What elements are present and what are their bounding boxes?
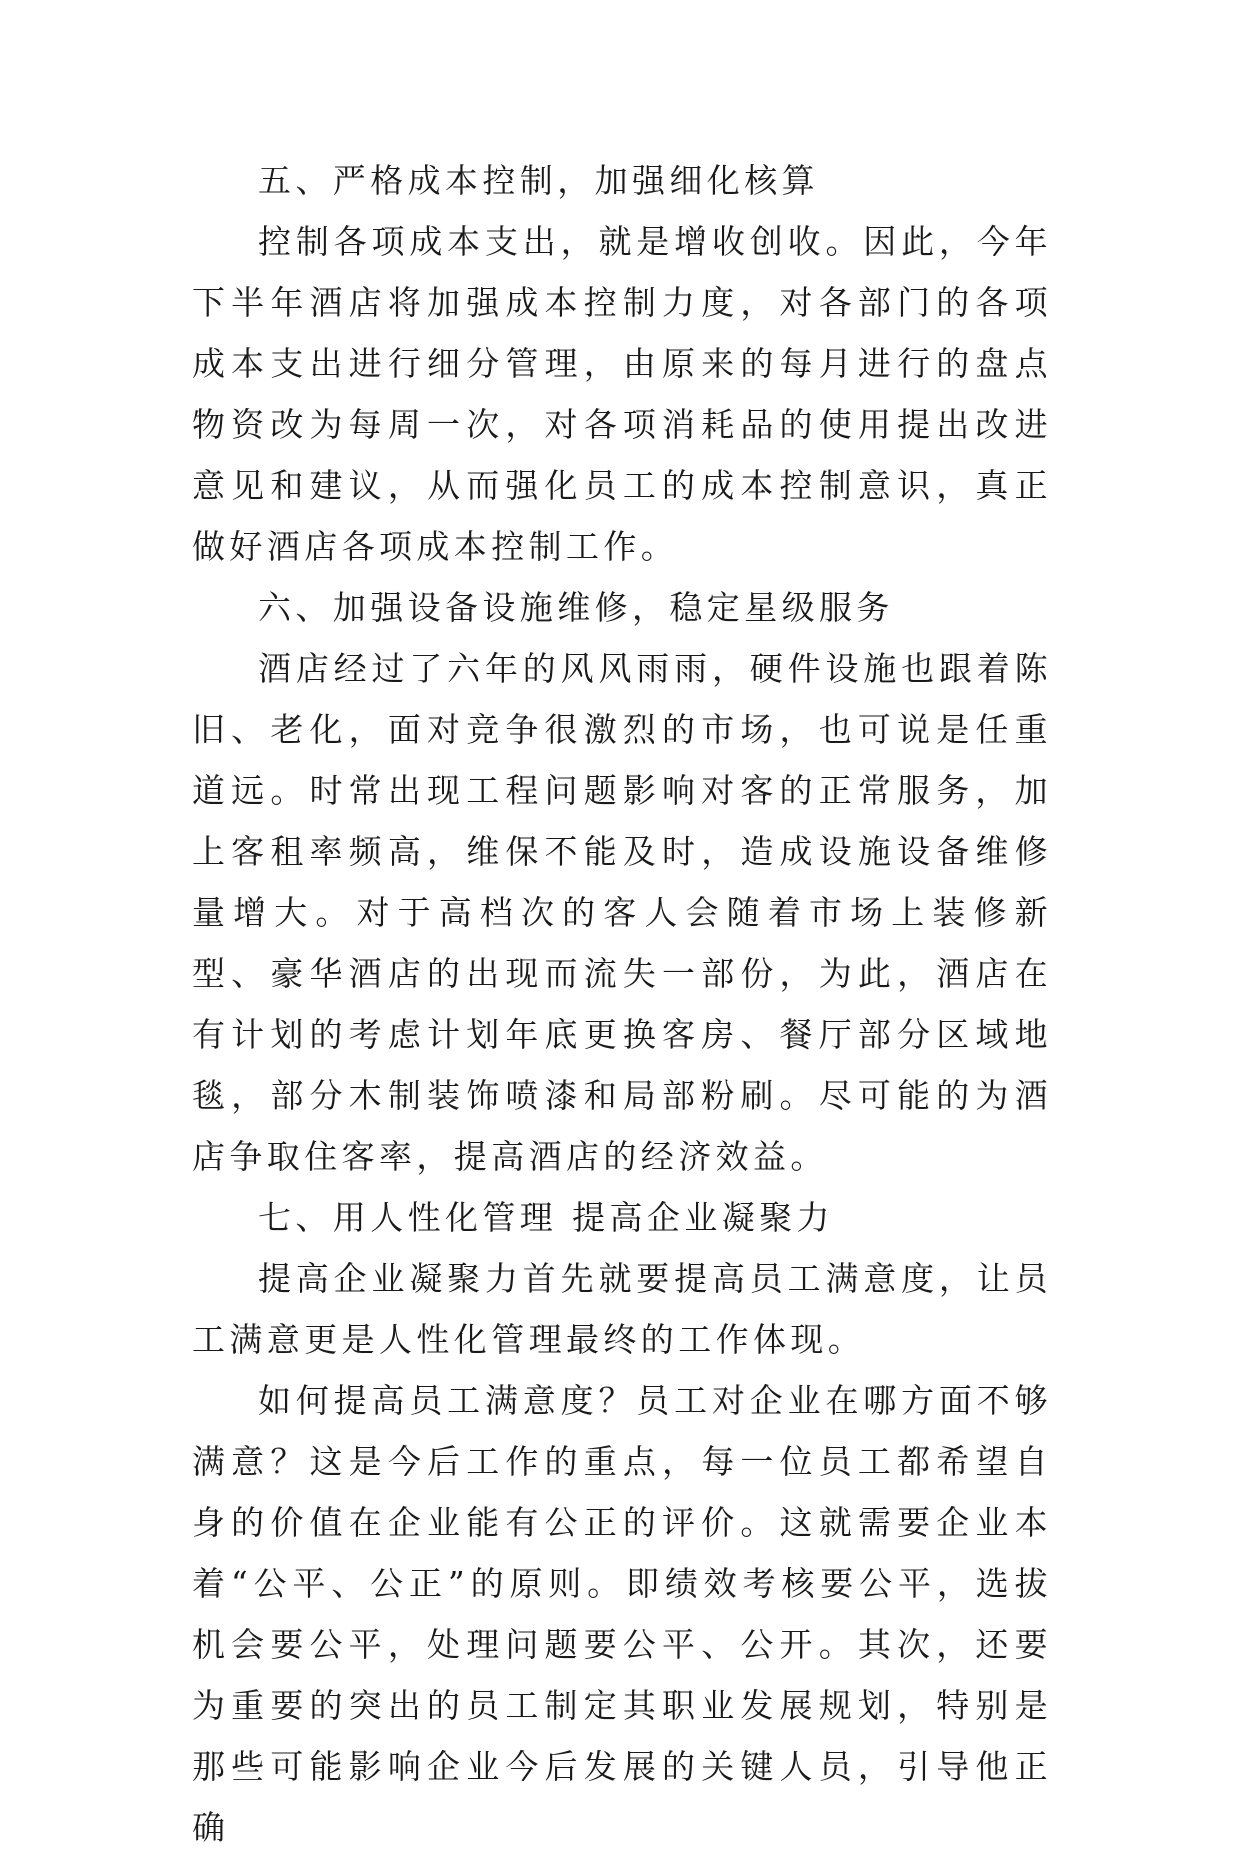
paragraph-cohesion: 提高企业凝聚力首先就要提高员工满意度，让员工满意更是人性化管理最终的工作体现。 (192, 1259, 1052, 1359)
paragraph-facility-maintenance: 酒店经过了六年的风风雨雨，硬件设施也跟着陈旧、老化，面对竞争很激烈的市场，也可说是任重道远。时常出现工程问题影响对客的正常服务，加上客租率频高，维保不能及时，造成设施设备维修量增大。对于高档次的客人会随着市场上装修新型、豪华酒店的出现而流失一部份，为此，酒店在有计划的考虑计划年底更换客房、餐厅部分区域地毯，部分木制装饰喷漆和局部粉刷。尽可能的为酒店争取住客率，提高酒店的经济效益。 (192, 649, 1052, 1176)
section-heading-7: 七、用人性化管理 提高企业凝聚力 (258, 1198, 834, 1237)
section-heading-5: 五、严格成本控制，加强细化核算 (258, 161, 819, 200)
paragraph-employee-satisfaction: 如何提高员工满意度？员工对企业在哪方面不够满意？这是今后工作的重点，每一位员工都希望自身的价值在企业能有公正的评价。这就需要企业本着“公平、公正”的原则。即绩效考核要公平，选拔机会要公平，处理问题要公平、公开。其次，还要为重要的突出的员工制定其职业发展规划，特别是那些可能影响企业今后发展的关键人员，引导他正确 (192, 1381, 1052, 1847)
document-body (192, 150, 1052, 1858)
section-heading-6: 六、加强设备设施维修，稳定星级服务 (258, 588, 894, 627)
paragraph-cost-control: 控制各项成本支出，就是增收创收。因此，今年下半年酒店将加强成本控制力度，对各部门的各项成本支出进行细分管理，由原来的每月进行的盘点物资改为每周一次，对各项消耗品的使用提出改进意见和建议，从而强化员工的成本控制意识，真正做好酒店各项成本控制工作。 (192, 222, 1052, 566)
